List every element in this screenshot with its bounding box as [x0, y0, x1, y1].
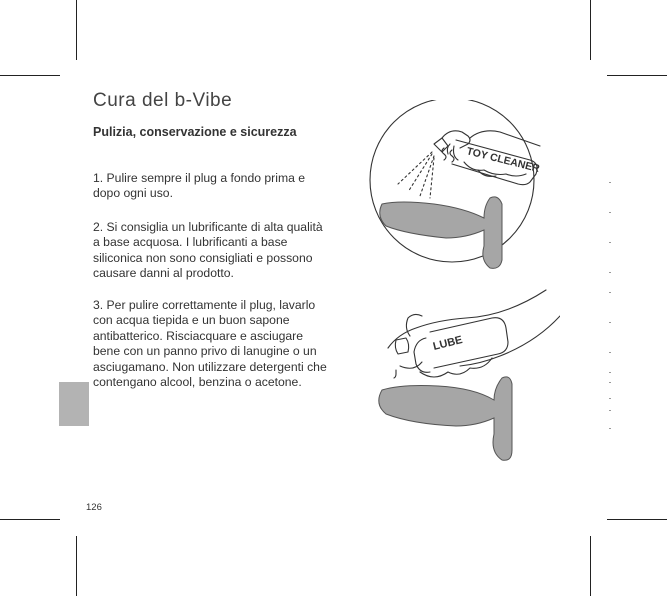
crop-mark-bottom-left-h	[0, 519, 60, 520]
paragraph-1: 1. Pulire sempre il plug a fondo prima e dopo ogni uso.	[93, 171, 306, 201]
crop-mark-bottom-left	[76, 536, 77, 596]
plug-icon-bottom	[379, 377, 512, 460]
section-tab	[59, 382, 89, 426]
page-number: 126	[86, 502, 102, 513]
paragraph-2: 2. Si consiglia un lubrificante di alta qualità a base acquosa. I lubrificanti a base siliconica non sono consigliati e possono causare danni al prodotto.	[93, 220, 323, 281]
plug-icon-top	[380, 197, 502, 268]
crop-mark-top-left	[76, 0, 77, 60]
section-subtitle: Pulizia, conservazione e sicurezza	[93, 125, 297, 139]
cleaner-label: TOY CLEANER	[465, 145, 541, 176]
crop-mark-bottom-right	[590, 536, 591, 596]
lube-bottle-icon	[388, 290, 560, 378]
crop-mark-bottom-right-h	[607, 519, 667, 520]
care-illustration	[360, 100, 560, 480]
crop-mark-top-left-h	[0, 75, 60, 76]
crop-mark-top-right-h	[607, 75, 667, 76]
lube-label: LUBE	[431, 334, 464, 353]
paragraph-3: 3. Per pulire correttamente il plug, lavarlo con acqua tiepida e un buon sapone antibatterico. Risciacquare e asciugare bene con un panno privo di lanugine o un asciugamano. Non utilizzare detergenti che contengano alcool, benzina o acetone.	[93, 298, 327, 390]
crop-mark-top-right	[590, 0, 591, 60]
spray-lines	[398, 152, 434, 198]
page-title: Cura del b-Vibe	[93, 90, 233, 111]
